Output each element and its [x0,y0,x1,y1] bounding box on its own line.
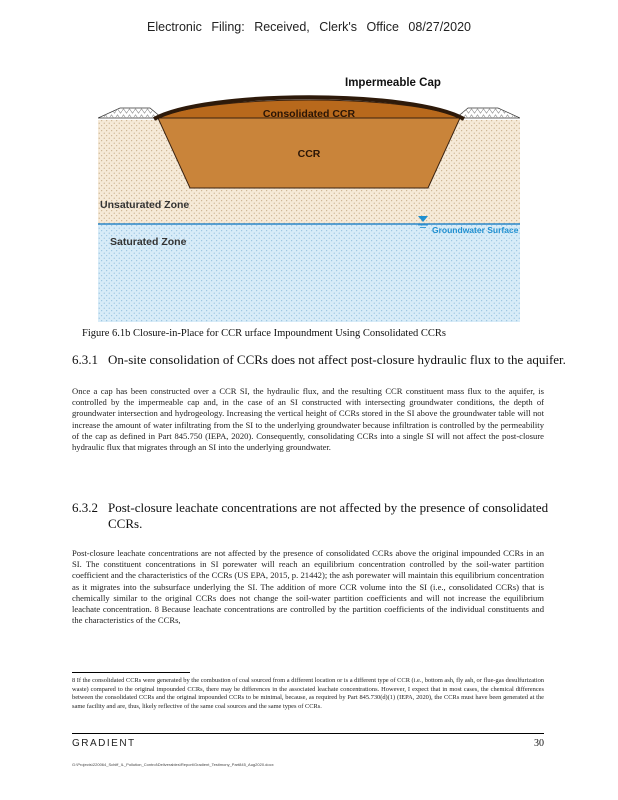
section-title: Post-closure leachate concentrations are not affected by the presence of consolidated CCRs. [108,500,549,531]
footer-divider [72,733,544,734]
impermeable-cap-label: Impermeable Cap [345,77,441,89]
footnote-divider [72,672,190,673]
figure-caption: Figure 6.1b Closure-in-Place for CCR urface Impoundment Using Consolidated CCRs [82,328,446,339]
section-body-6-3-2: Post-closure leachate concentrations are not affected by the presence of consolidated CCRs above the original impounded CCRs in an SI. The constituent concentrations in SI porewater will reach an equilibrium concentration controlled by the soil-water partition coefficient and the characteristics of the CCRs (US EPA, 2015, p. 21442); the ash porewater will maintain this equilibrium concentration as it migrates into the subsurface underlying the SI. The addition of more CCR volume into the SI (i.e., consolidated CCRs) that is chemically similar to the original CCRs does not change the soil-water partition coefficients and will not increase the equilibrium leachate concentration. 8 Because leachate concentrations are controlled by the partition coefficients of the individual constituents and the characteristics of the CCRs, [72,548,544,626]
section-heading-6-3-1 [72,352,578,368]
filing-header: Electronic Filing: Received, Clerk's Office 08/27/2020 [147,20,471,34]
groundwater-surface-label: Groundwater Surface [432,225,519,235]
section-number: 6.3.2 [72,500,98,515]
section-body-6-3-1: Once a cap has been constructed over a CCR SI, the hydraulic flux, and the resulting CCR constituent mass flux to the aquifer, is controlled by the impermeable cap and, in the case of an SI constructed with intersecting groundwater conditions, the depth of groundwater intersection and hydrogeology. Increasing the vertical height of CCRs stored in the SI above the groundwater table will not increase the amount of water infiltrating from the SI to the underlying groundwater because infiltration is controlled by the permeability of the cap as defined in Part 845.750 (IEPA, 2020). Consequently, consolidating CCRs into a single SI will not affect the post-closure hydraulic flux that migrates through an SI into the underlying groundwater. [72,386,544,453]
footnote: 8 If the consolidated CCRs were generated by the combustion of coal sourced from a different location or is a different type of CCR (i.e., bottom ash, fly ash, or flue-gas desulfurization waste) compared to the original impounded CCRs, there may be differences in the associated leachate concentrations. However, I expect that in most cases, the chemical differences between the consolidated CCRs and the original impounded CCRs to be minimal, because, as required by Part 845.730(d)(1) (IEPA, 2020), the CCRs must have been generated at the same facility and are, thus, likely reflective of the same coal sources and the same types of CCRs. [72,677,544,710]
file-path: G:\Projects\220064_Schiff_IL_Pollution_Control\Deliverables\Report\Gradient_Testimony_Part845_Aug2020.docx [72,762,274,767]
section-heading-6-3-2 [72,500,578,532]
unsaturated-zone-label: Unsaturated Zone [100,199,190,211]
ccr-label: CCR [297,148,321,160]
section-title: On-site consolidation of CCRs does not affect post-closure hydraulic flux to the aquifer. [108,352,566,367]
consolidated-ccr-label: Consolidated CCR [262,108,356,120]
section-number: 6.3.1 [72,352,98,367]
page-number: 30 [534,738,544,749]
company-logo: GRADIENT [72,738,136,749]
saturated-zone-label: Saturated Zone [110,236,187,248]
closure-in-place-figure [98,72,520,322]
